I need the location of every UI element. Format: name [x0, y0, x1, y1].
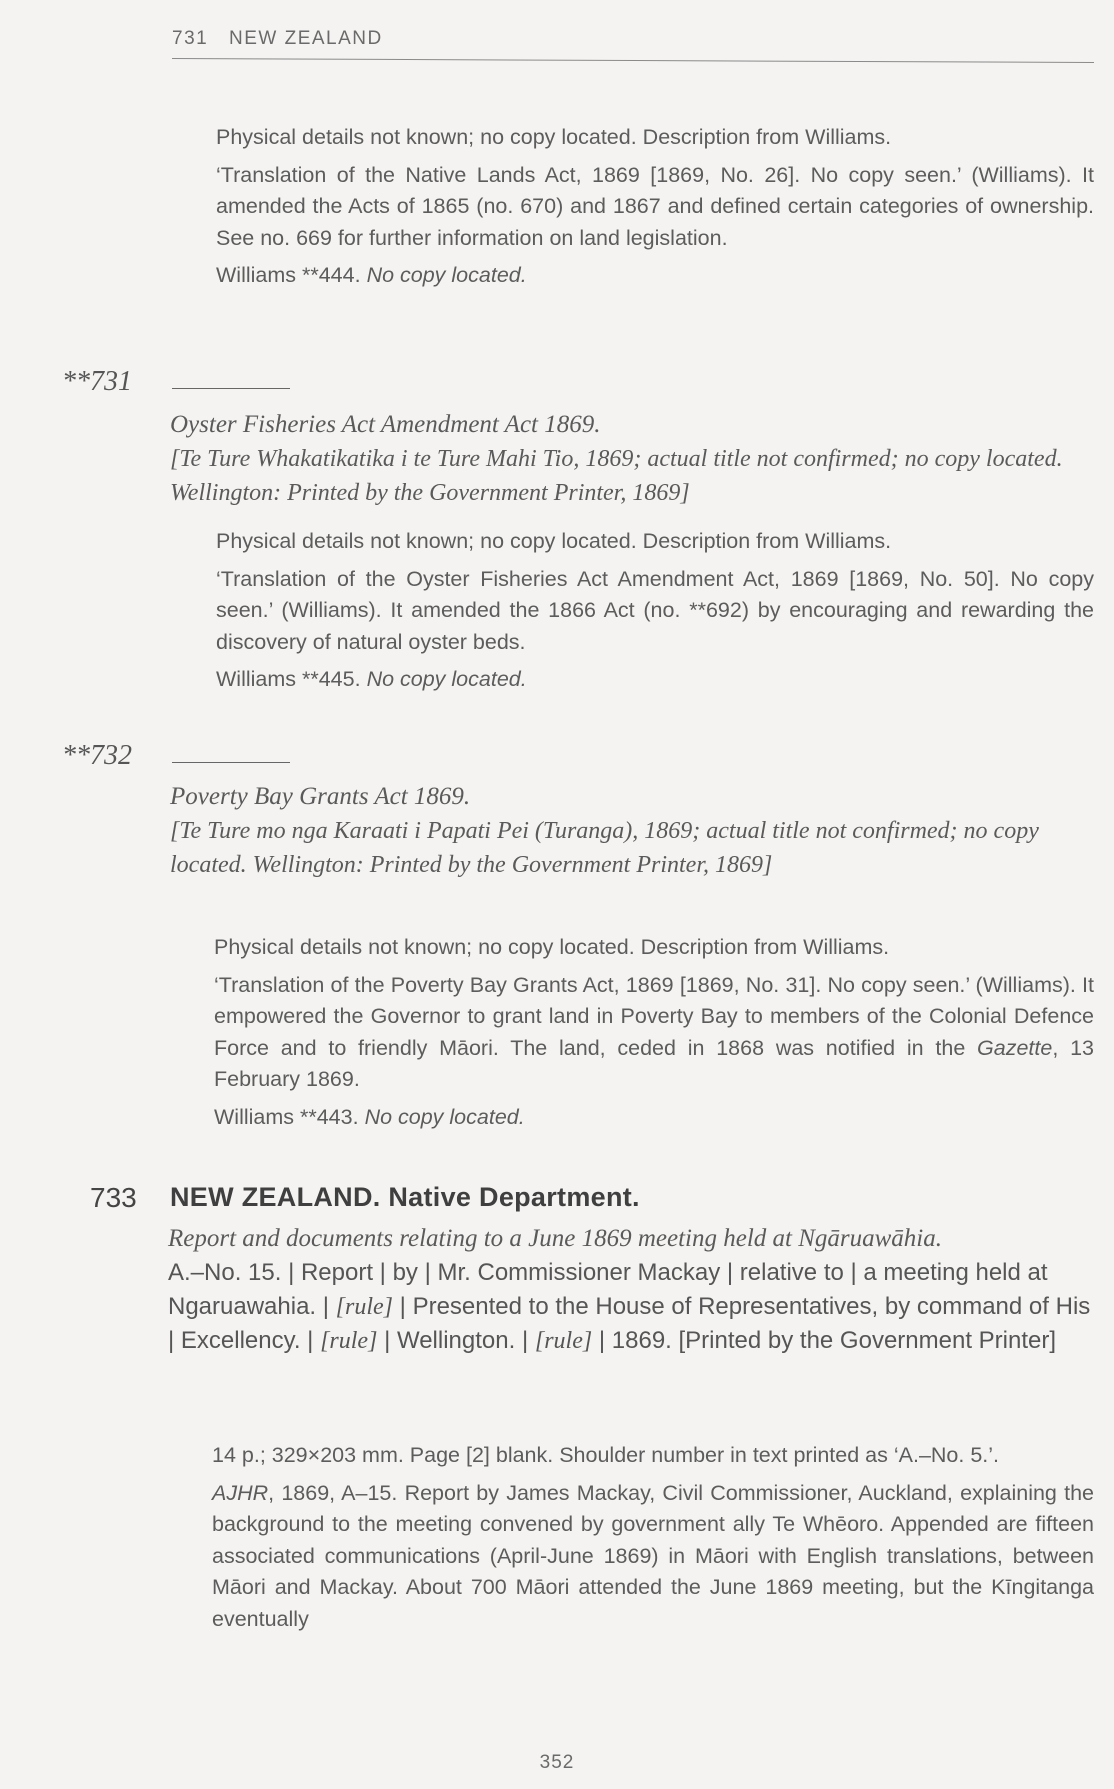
entry-733-rule-2: [rule] [320, 1328, 378, 1354]
running-head [172, 28, 383, 50]
entry-731-reference [216, 664, 1094, 696]
entry-733-note-text: , 1869, A–15. Report by James Mackay, Civil Commissioner, Auckland, explaining the background to the meeting convened by government ally Te Whēoro. Appended are fifteen associated communications (April-June 1869) in Māori with English translations, between Māori and Mackay. About 700 Māori attended the June 1869 meeting, but the Kīngitanga eventually [212, 1480, 1094, 1631]
entry-732 [170, 780, 1094, 882]
entry-731-physical: Physical details not known; no copy located. Description from Williams. [216, 529, 892, 553]
entry-730-physical: Physical details not known; no copy located. Description from Williams. [216, 125, 892, 149]
entry-733 [168, 1222, 1094, 1358]
entry-730-tail [216, 122, 1094, 292]
entry-732-ref-status: No copy located. [364, 1104, 525, 1129]
entry-732-note [214, 970, 1094, 1096]
entry-733-transcript [168, 1256, 1094, 1358]
entry-733-number: 733 [90, 1182, 137, 1213]
entry-732-ref: Williams **443. [214, 1104, 359, 1129]
entry-730-ref: Williams **444. [216, 263, 361, 287]
entry-733-rule-1: [rule] [335, 1294, 394, 1320]
entry-731-title: Oyster Fisheries Act Amendment Act 1869. [170, 411, 601, 438]
entry-732-reference [214, 1102, 1094, 1134]
entry-733-transcript-part4: | 1869. [Printed by the Government Printer] [592, 1327, 1057, 1354]
entry-732-note-text: ‘Translation of the Poverty Bay Grants Act, 1869 [1869, No. 31]. No copy seen.’ (Williams). It empowered the Governor to grant land in Poverty Bay to members of the Colonial Defence Force and to friendly Māori. The land, ceded in 1868 was notified in the [214, 972, 1094, 1060]
entry-730-reference [216, 260, 1094, 292]
page-number: 352 [539, 1752, 575, 1773]
entry-731-notes [216, 526, 1094, 696]
running-head-title: NEW ZEALAND [228, 28, 383, 49]
entry-733-note [212, 1478, 1094, 1636]
entry-731-ref-status: No copy located. [366, 667, 527, 691]
entry-732-transcript: [Te Ture mo nga Karaati i Papati Pei (Turanga), 1869; actual title not confirmed; no copy located. Wellington: Printed by the Government Printer, 1869] [170, 818, 1039, 878]
entry-733-rule-3: [rule] [534, 1328, 593, 1354]
entry-732-note-date: , 13 February 1869. [214, 1035, 1094, 1091]
entry-733-notes [212, 1440, 1094, 1635]
entry-733-physical: 14 p.; 329×203 mm. Page [2] blank. Shoulder number in text printed as ‘A.–No. 5.’. [212, 1443, 1000, 1467]
entry-733-transcript-part3: | Wellington. | [377, 1327, 535, 1354]
entry-732-physical: Physical details not known; no copy located. Description from Williams. [214, 935, 890, 959]
entry-732-title: Poverty Bay Grants Act 1869. [170, 783, 471, 810]
entry-732-notes [214, 932, 1094, 1133]
entry-730-note: ‘Translation of the Native Lands Act, 1869 [1869, No. 26]. No copy seen.’ (Williams). It amended the Acts of 1865 (no. 670) and 1867 and defined certain categories of ownership. See no. 669 for further information on land legislation. [216, 162, 1094, 250]
entry-731-transcript: [Te Ture Whakatikatika i te Ture Mahi Tio, 1869; actual title not confirmed; no copy located. Wellington: Printed by the Government Printer, 1869] [170, 446, 1063, 506]
entry-733-note-ajhr: AJHR [212, 1480, 269, 1505]
entry-731-number: **731 [62, 366, 132, 397]
entry-731-dash-rule [172, 388, 290, 389]
entry-732-dash-rule [172, 762, 290, 763]
entry-733-title: Report and documents relating to a June 1869 meeting held at Ngāruawāhia. [168, 1225, 942, 1252]
running-head-number: 731 [172, 28, 209, 49]
entry-731 [170, 408, 1094, 510]
entry-732-number: **732 [62, 740, 132, 771]
entry-733-transcript-part2: | Presented to the House of Representatives, by command of His | Excellency. | [168, 1293, 1091, 1354]
running-head-rule [172, 58, 1094, 63]
entry-731-note: ‘Translation of the Oyster Fisheries Act Amendment Act, 1869 [1869, No. 50]. No copy seen.’ (Williams). It amended the 1866 Act (no. **692) by encouraging and rewarding the discovery of natural oyster beds. [216, 566, 1094, 654]
entry-733-transcript-part1: A.–No. 15. | Report | by | Mr. Commissioner Mackay | relative to | a meeting held at Ngaruawahia. | [168, 1259, 1048, 1320]
entry-732-note-gazette: Gazette [977, 1035, 1053, 1060]
entry-730-ref-status: No copy located. [366, 263, 527, 287]
entry-733-heading: NEW ZEALAND. Native Department. [170, 1182, 640, 1212]
entry-731-ref: Williams **445. [216, 667, 361, 691]
